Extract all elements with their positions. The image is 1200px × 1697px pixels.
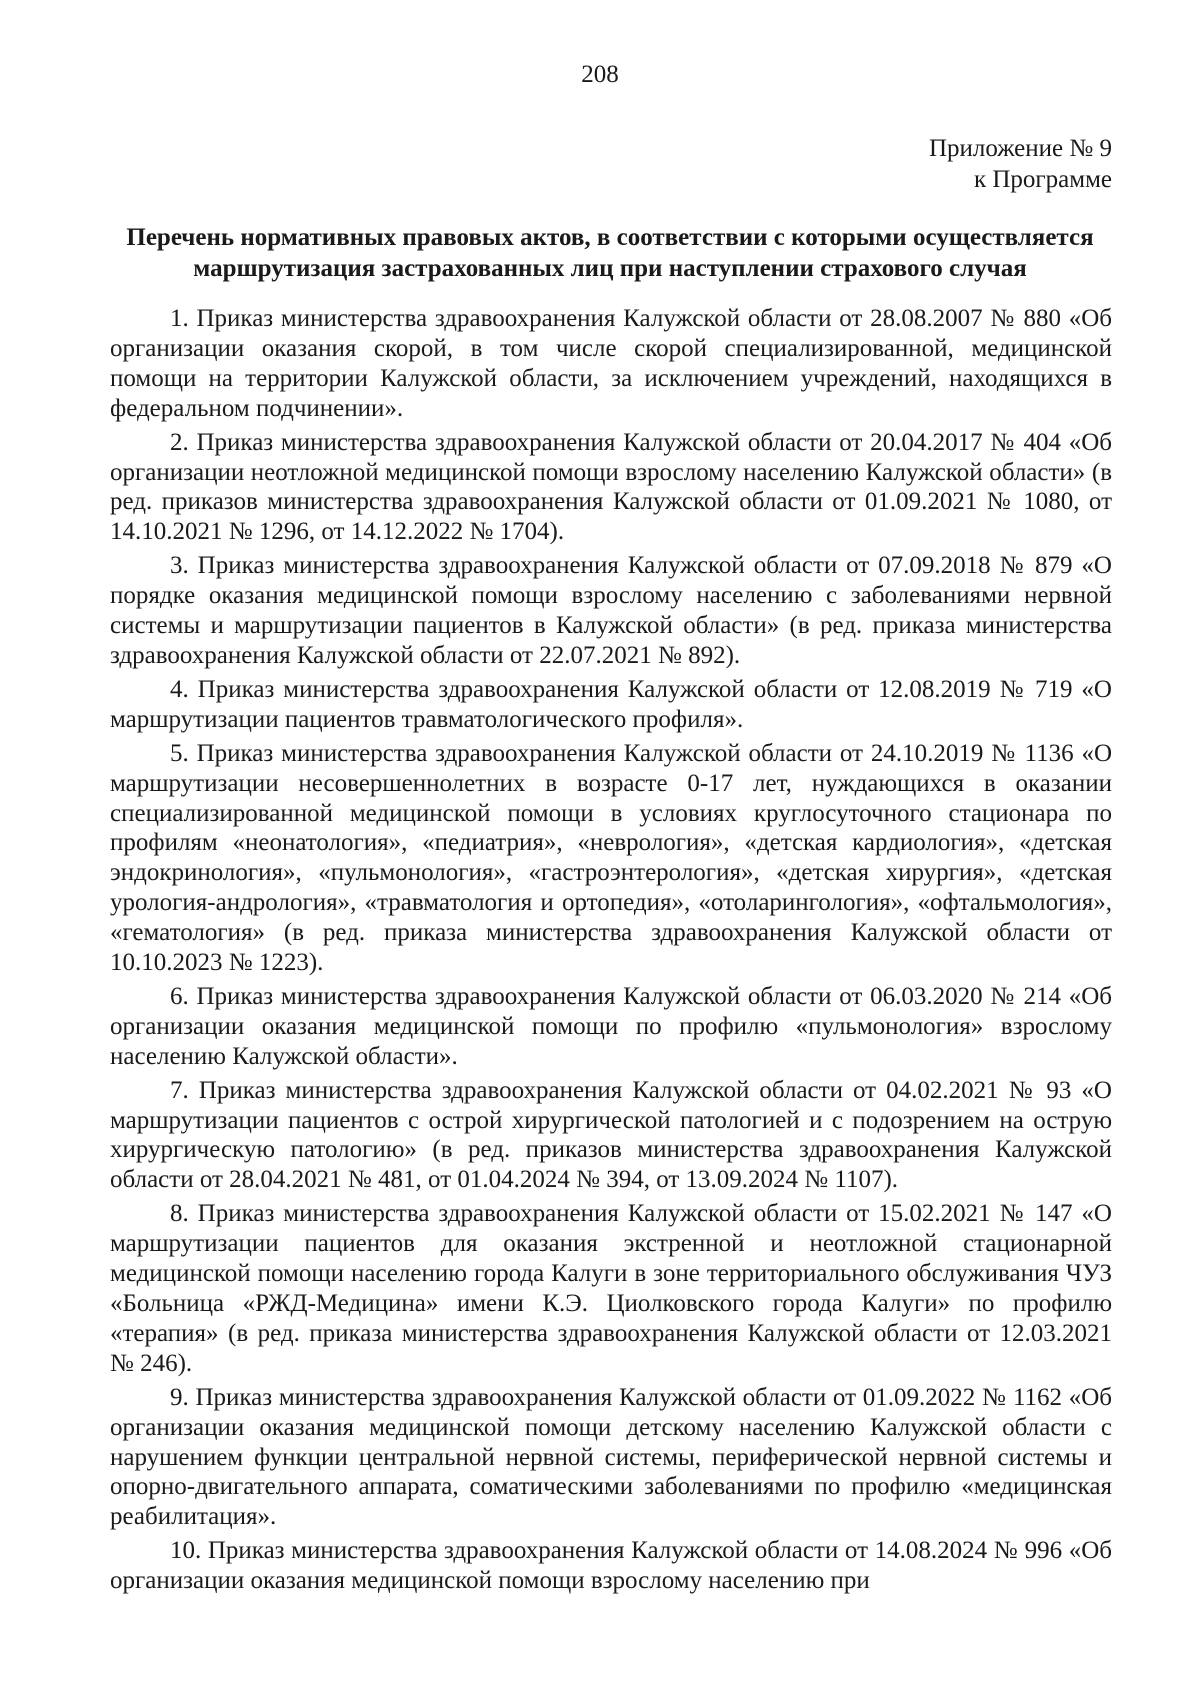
list-item: 10. Приказ министерства здравоохранения Калужской области от 14.08.2024 № 996 «Об организации оказания медицинской помощи взрослому населению при xyxy=(110,1537,1112,1595)
list-item: 6. Приказ министерства здравоохранения Калужской области от 06.03.2020 № 214 «Об организации оказания медицинской помощи по профилю «пульмонология» взрослому населению Калужской области». xyxy=(110,982,1112,1070)
regulations-list xyxy=(110,304,1112,1600)
document-title xyxy=(108,222,1112,284)
list-item: 3. Приказ министерства здравоохранения Калужской области от 07.09.2018 № 879 «О порядке оказания медицинской помощи взрослому населению с заболеваниями нервной системы и маршрутизации пациентов в Калужской области» (в ред. приказа министерства здравоохранения Калужской области от 22.07.2021 № 892). xyxy=(110,552,1112,669)
list-item: 9. Приказ министерства здравоохранения Калужской области от 01.09.2022 № 1162 «Об организации оказания медицинской помощи детскому населению Калужской области с нарушением функции центральной нервной системы, периферической нервной системы и опорно-двигательного аппарата, соматическими заболеваниями по профилю «медицинская реабилитация». xyxy=(110,1383,1112,1531)
list-item: 4. Приказ министерства здравоохранения Калужской области от 12.08.2019 № 719 «О маршрутизации пациентов травматологического профиля». xyxy=(110,675,1112,733)
appendix-line-2: к Программе xyxy=(973,166,1112,193)
appendix-reference xyxy=(929,133,1112,195)
appendix-line-1: Приложение № 9 xyxy=(928,135,1112,162)
list-item: 2. Приказ министерства здравоохранения Калужской области от 20.04.2017 № 404 «Об организации неотложной медицинской помощи взрослому населению Калужской области» (в ред. приказов министерства здравоохранения Калужской области от 01.09.2021 № 1080, от 14.10.2021 № 1296, от 14.12.2022 № 1704). xyxy=(110,428,1112,546)
title-line-1: Перечень нормативных правовых актов, в соответствии с которыми осуществляется xyxy=(126,224,1094,251)
page-number: 208 xyxy=(581,61,619,88)
title-line-2: маршрутизация застрахованных лиц при наступлении страхового случая xyxy=(193,255,1027,282)
list-item: 7. Приказ министерства здравоохранения Калужской области от 04.02.2021 № 93 «О маршрутизации пациентов с острой хирургической патологией и с подозрением на острую хирургическую патологию» (в ред. приказов министерства здравоохранения Калужской области от 28.04.2021 № 481, от 01.04.2024 № 394, от 13.09.2024 № 1107). xyxy=(110,1076,1112,1194)
list-item: 5. Приказ министерства здравоохранения Калужской области от 24.10.2019 № 1136 «О маршрутизации несовершеннолетних в возрасте 0-17 лет, нуждающихся в оказании специализированной медицинской помощи в условиях круглосуточного стационара по профилям «неонатология», «педиатрия», «неврология», «детская кардиология», «детская эндокринология», «пульмонология», «гастроэнтерология», «детская хирургия», «детская урология-андрология», «травматология и ортопедия», «отоларингология», «офтальмология», «гематология» (в ред. приказа министерства здравоохранения Калужской области от 10.10.2023 № 1223). xyxy=(110,739,1112,977)
list-item: 1. Приказ министерства здравоохранения Калужской области от 28.08.2007 № 880 «Об организации оказания скорой, в том числе скорой специализированной, медицинской помощи на территории Калужской области, за исключением учреждений, находящихся в федеральном подчинении». xyxy=(110,305,1112,422)
list-item: 8. Приказ министерства здравоохранения Калужской области от 15.02.2021 № 147 «О маршрутизации пациентов для оказания экстренной и неотложной стационарной медицинской помощи населению города Калуги в зоне территориального обслуживания ЧУЗ «Больница «РЖД-Медицина» имени К.Э. Циолковского города Калуги» по профилю «терапия» (в ред. приказа министерства здравоохранения Калужской области от 12.03.2021 № 246). xyxy=(110,1200,1112,1377)
